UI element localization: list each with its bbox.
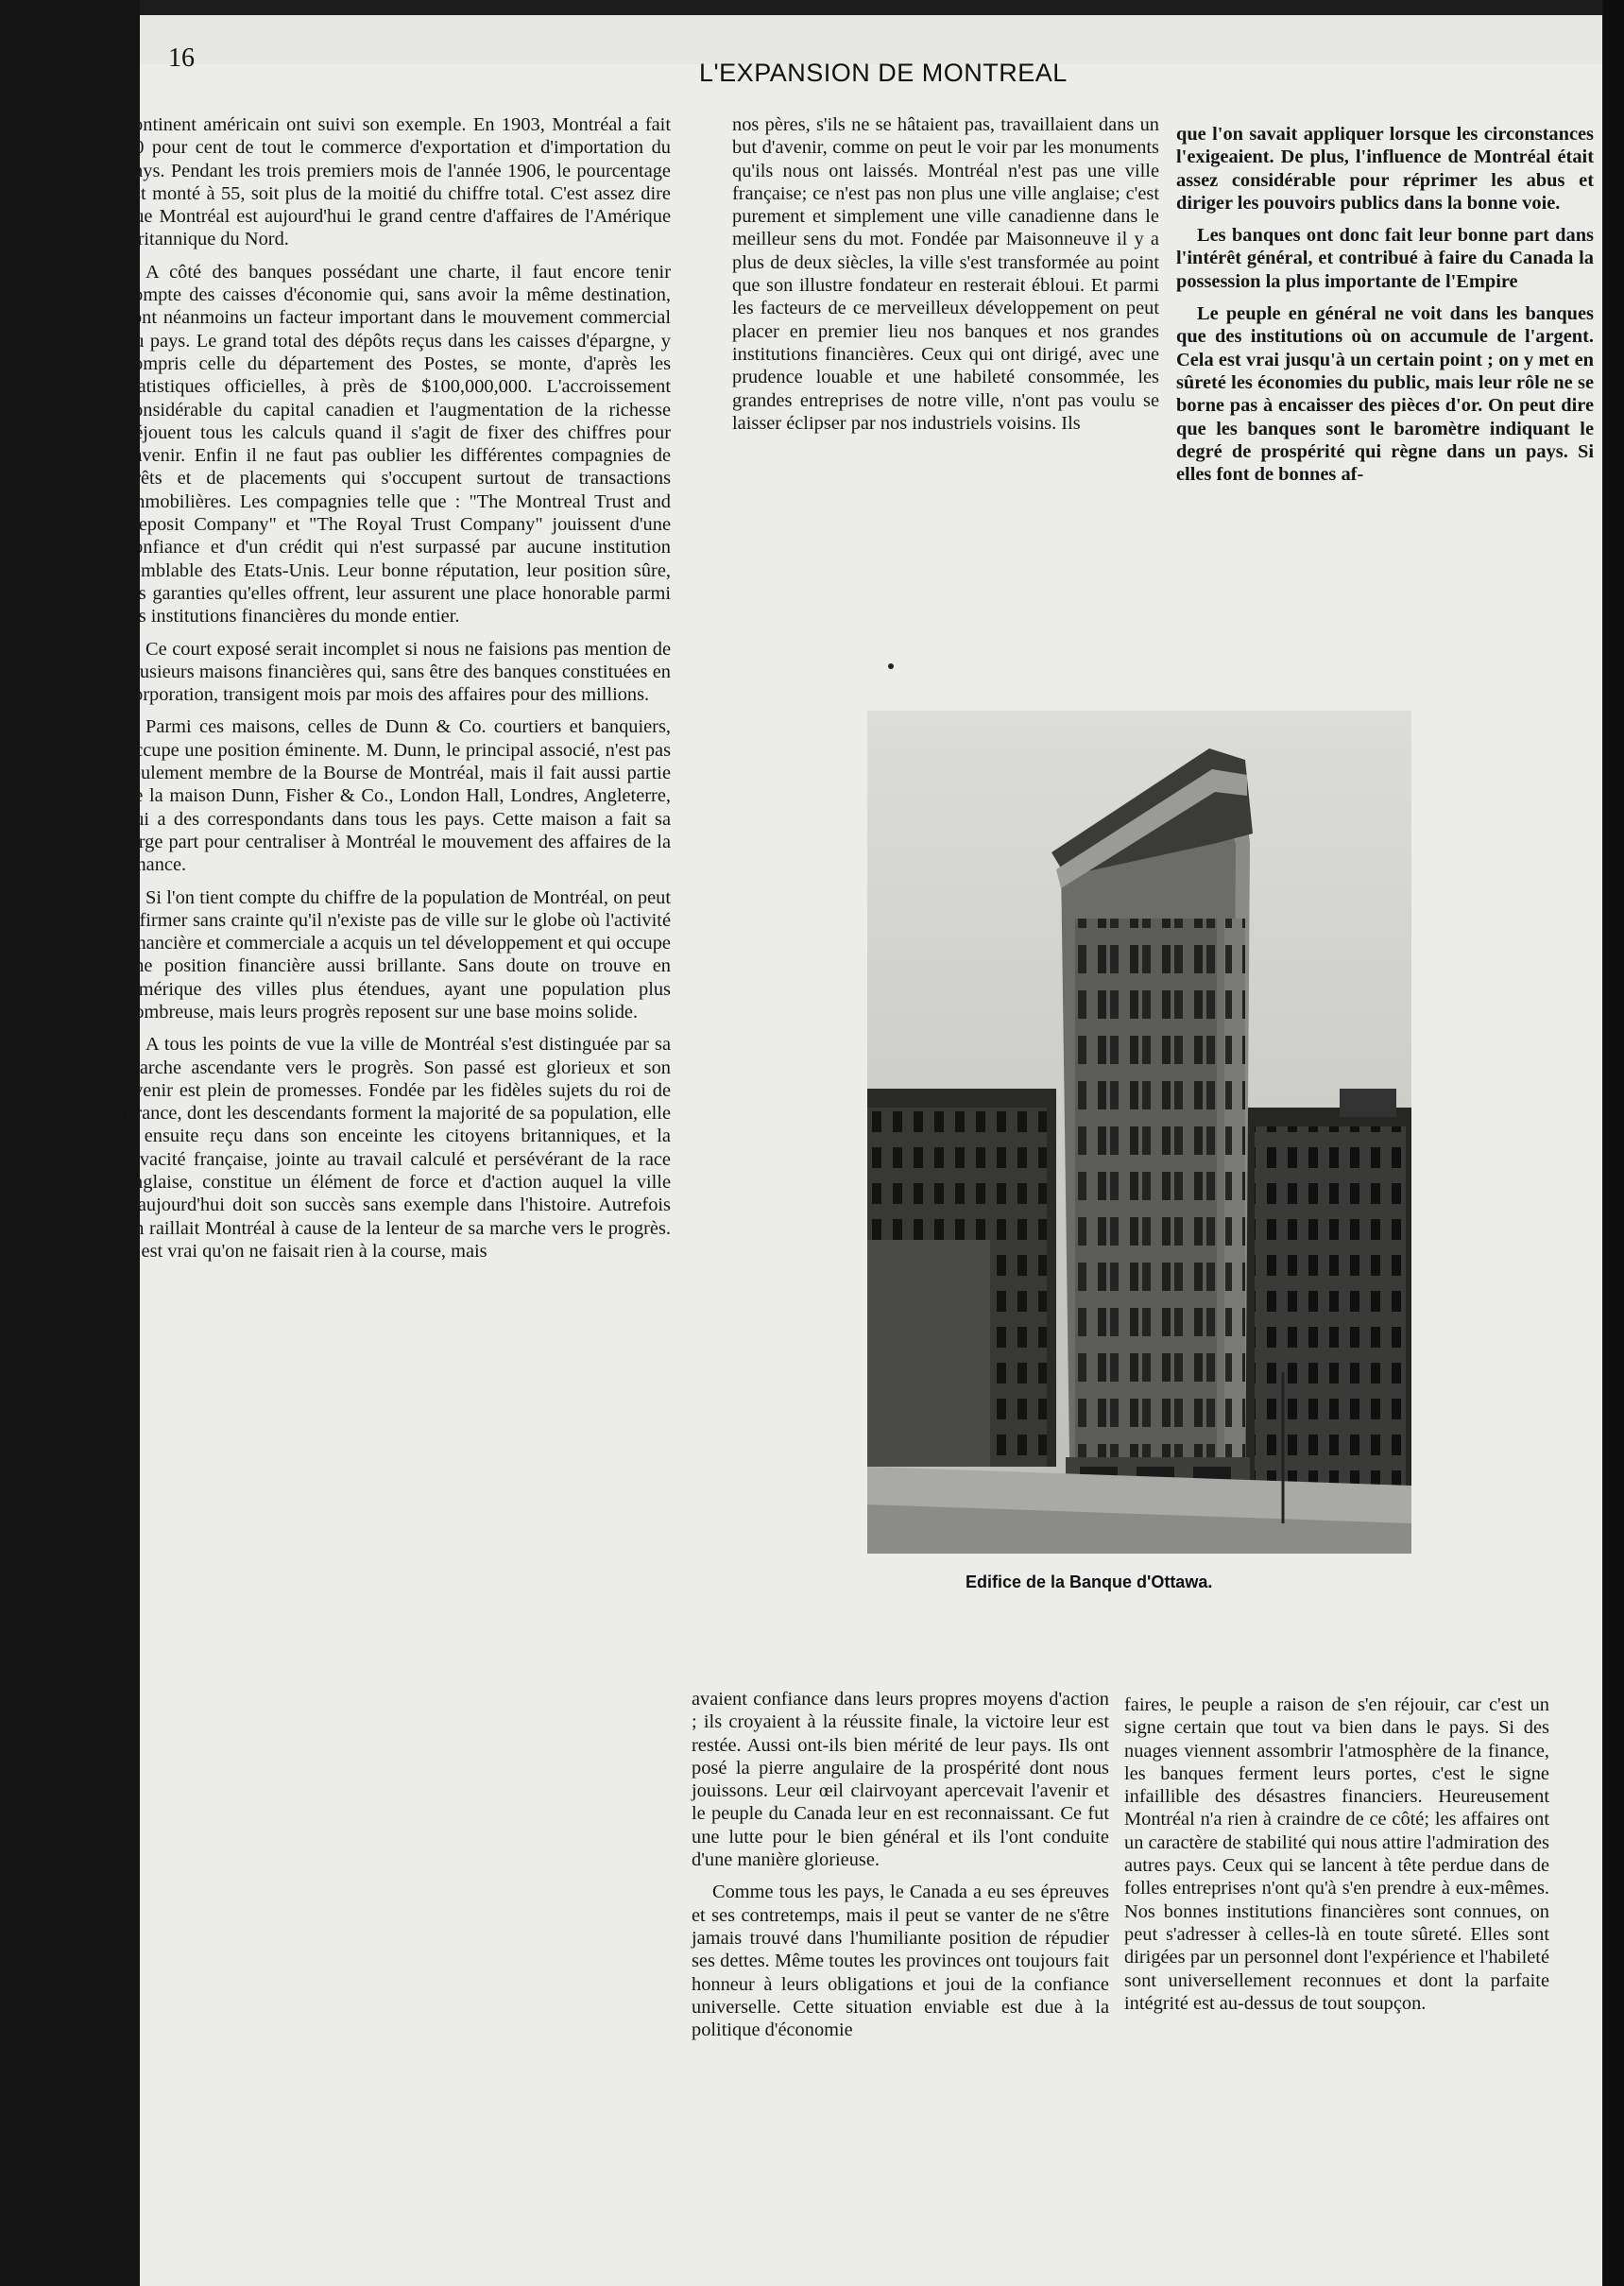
paragraph: nos pères, s'ils ne se hâtaient pas, travaillaient dans un but d'avenir, comme on peut le voir par les monuments qu'ils nous ont laissés. Montréal n'est pas une ville française; ce n'est pas non plus une ville anglaise; c'est purement et simplement une ville canadienne dans le meilleur sens du mot. Fondée par Maisonneuve il y a plus de deux siècles, la ville s'est transformée au point que son illustre fondateur en resterait ébloui. Et parmi les facteurs de ce merveilleux développement on peut placer en premier lieu nos banques et nos grandes institutions financières. Ceux qui ont dirigé, avec une prudence louable et une habileté consommée, les grandes entreprises de notre ville, n'ont pas voulu se laisser éclipser par nos industriels voisins. Ils: [732, 114, 1159, 434]
paragraph: Si l'on tient compte du chiffre de la population de Montréal, on peut affirmer sans crainte qu'il n'existe pas de ville sur le globe où l'activité financière et commerciale a acquis un tel développement et qui occupe une position financière aussi brillante. Sans doute on trouve en Amérique des villes plus étendues, ayant une population plus nombreuse, mais leurs progrès reposent sur une base moins solide.: [125, 886, 671, 1023]
scan-edge: [1603, 0, 1624, 2286]
running-title: L'EXPANSION DE MONTREAL: [699, 59, 1068, 87]
paragraph: continent américain ont suivi son exemple. En 1903, Montréal a fait 40 pour cent de tout le commerce d'exportation et d'importation du pays. Pendant les trois premiers mois de l'année 1906, le pourcentage est monté à 55, soit plus de la moitié du chiffre total. C'est assez dire que Montréal est aujourd'hui le grand centre d'affaires de l'Amérique Britannique du Nord.: [125, 114, 671, 250]
paragraph: A côté des banques possédant une charte, il faut encore tenir compte des caisses d'économie qui, sans avoir la même destination, sont néanmoins un facteur important dans le mouvement commercial du pays. Le grand total des dépôts reçus dans les caisses d'épargne, y compris celle du département des Postes, se monte, d'après les statistiques officielles, à près de $100,000,000. L'accroissement considérable du capital canadien et l'augmentation de la richesse déjouent tous les calculs quand il s'agit de fixer des chiffres pour l'avenir. Enfin il ne faut pas oublier les différentes compagnies de prêts et de placements qui s'occupent surtout de transactions immobilières. Les compagnies telle que : "The Montreal Trust and Deposit Company" et "The Royal Trust Company" jouissent d'une confiance et d'un crédit qui n'est surpassé par aucune institution semblable des Etats-Unis. Leur bonne réputation, leur position sûre, les garanties qu'elles offrent, leur assurent une place honorable parmi les institutions financières du monde entier.: [125, 261, 671, 627]
paragraph: A tous les points de vue la ville de Montréal s'est distinguée par sa marche ascendante vers le progrès. Son passé est glorieux et son avenir est plein de promesses. Fondée par les fidèles sujets du roi de France, dont les descendants forment la majorité de sa population, elle a ensuite reçu dans son enceinte les citoyens britanniques, et la vivacité française, jointe au travail calculé et persévérant de la race anglaise, constitue un élément de force et d'action auquel la ville d'aujourd'hui doit son succès sans exemple dans l'histoire. Autrefois on raillait Montréal à cause de la lenteur de sa marche vers le progrès. Il est vrai qu'on ne faisait rien à la course, mais: [125, 1034, 671, 1262]
page-number: 16: [168, 43, 195, 73]
paragraph: faires, le peuple a raison de s'en réjouir, car c'est un signe certain que tout va bien dans le pays. Si des nuages viennent assombrir l'atmosphère de la finance, les banques ferment leurs portes, c'est le signe infaillible des désastres financiers. Heureusement Montréal n'a rien à craindre de ce côté; les affaires ont un caractère de stabilité qui nous attire l'admiration des autres pays. Ceux qui se lancent à tête perdue dans de folles entreprises n'ont qu'à s'en prendre à eux-mêmes. Nos bonnes institutions financières sont connues, on peut s'adresser à celles-là en toute sûreté. Elles sont dirigées par un personnel dont l'expérience et l'habileté sont universellement reconnues et dont la parfaite intégrité est au-dessus de tout soupçon.: [1124, 1694, 1549, 2014]
text-column-2: [732, 113, 1159, 444]
text-column-4: [692, 1688, 1109, 2051]
text-column-3: [1176, 123, 1594, 495]
paragraph: Comme tous les pays, le Canada a eu ses épreuves et ses contretemps, mais il peut se vanter de ne s'être jamais trouvé dans l'humiliante position de répudier ses dettes. Même toutes les provinces ont toujours fait honneur à leurs obligations et joui de la confiance universelle. Cette situation enviable est due à la politique d'économie: [692, 1882, 1109, 2041]
building-photograph: [867, 711, 1411, 1554]
paragraph: que l'on savait appliquer lorsque les circonstances l'exigeaient. De plus, l'influence de Montréal était assez considérable pour réprimer les abus et diriger les pouvoirs publics dans la bonne voie.: [1176, 124, 1594, 214]
paragraph: Ce court exposé serait incomplet si nous ne faisions pas mention de plusieurs maisons financières qui, sans être des banques constituées en corporation, transigent mois par mois des affaires pour des millions.: [125, 638, 671, 706]
ink-speck: [888, 663, 894, 669]
paragraph: Le peuple en général ne voit dans les banques que des institutions où on accumule de l'argent. Cela est vrai jusqu'à un certain point ; on y met en sûreté les économies du public, mais leur rôle ne se borne pas à encaisser des pièces d'or. On peut dire que les banques sont le baromètre indiquant le degré de prospérité qui règne dans un pays. Si elles font de bonnes af-: [1176, 303, 1594, 486]
paragraph: avaient confiance dans leurs propres moyens d'action ; ils croyaient à la réussite finale, la victoire leur est restée. Aussi ont-ils bien mérité de leur pays. Ils ont posé la pierre angulaire de la prospérité dont nous jouissons. Leur œil clairvoyant apercevait l'avenir et le peuple du Canada leur en est reconnaissant. Ce fut une lutte pour le bien général et ils l'ont conduite d'une manière glorieuse.: [692, 1689, 1109, 1871]
paragraph: Les banques ont donc fait leur bonne part dans l'intérêt général, et contribué à faire du Canada la possession la plus importante de l'Empire: [1176, 225, 1594, 292]
paragraph: Parmi ces maisons, celles de Dunn & Co. courtiers et banquiers, occupe une position éminente. M. Dunn, le principal associé, n'est pas seulement membre de la Bourse de Montréal, mais il fait aussi partie de la maison Dunn, Fisher & Co., London Hall, Londres, Angleterre, qui a des correspondants dans tous les pays. Cette maison a fait sa large part pour centraliser à Montréal le mouvement des affaires de la finance.: [125, 716, 671, 876]
page-top-band: [140, 0, 1602, 64]
text-column-1: [125, 113, 671, 1272]
figure-caption: Edifice de la Banque d'Ottawa.: [966, 1573, 1213, 1591]
text-column-5: [1124, 1693, 1549, 2024]
